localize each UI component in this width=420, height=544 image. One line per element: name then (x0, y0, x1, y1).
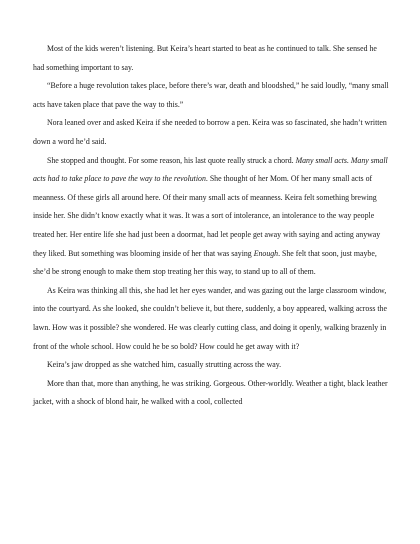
paragraph (33, 375, 389, 412)
text-run: More than that, more than anything, he was striking. Gorgeous. Other-worldly. Weather a tight, black leather jacket, with a shock of blond hair, he walked with a cool, collected (33, 378, 388, 407)
paragraph (33, 114, 389, 151)
text-run: . She felt that soon, just maybe, she’d be strong enough to make them stop treating her this way, to stand up to all of them. (33, 248, 377, 277)
text-run: As Keira was thinking all this, she had let her eyes wander, and was gazing out the large classroom window, into the courtyard. As she looked, she couldn’t believe it, but there, suddenly, a boy appeared, walking across the lawn. How was it possible? she wondered. He was clearly cutting class, and doing it openly, walking brazenly in front of the whole school. How could he be so bold? How could he get away with it? (33, 285, 387, 351)
paragraph (33, 356, 389, 375)
text-run: . She thought of her Mom. Of her many small acts of meanness. Of these girls all around here. Of their many small acts of meanness. Keira felt something brewing inside her. She didn’t know exactly what it was. It was a sort of intolerance, an intolerance to the way people treated her. Her entire life she had just been a doormat, had let people get away with saying and acting anyway they liked. But something was blooming inside of her that was saying (33, 174, 381, 258)
paragraph (33, 77, 389, 114)
text-run: Keira’s jaw dropped as she watched him, casually strutting across the way. (47, 360, 282, 370)
text-run: “Before a huge revolution takes place, before there’s war, death and bloodshed,” he said loudly, “many small acts have taken place that pave the way to this.” (33, 81, 389, 109)
italic-text: Enough (253, 248, 279, 258)
text-run: Most of the kids weren’t listening. But Keira’s heart started to beat as he continued to talk. She sensed he had something important to say. (33, 44, 377, 72)
paragraph (33, 40, 389, 77)
paragraph (33, 152, 389, 282)
body-text (33, 40, 389, 412)
text-run: Nora leaned over and asked Keira if she needed to borrow a pen. Keira was so fascinated, she hadn’t written down a word he’d said. (33, 118, 387, 146)
text-run: She stopped and thought. For some reason, his last quote really struck a chord. (47, 155, 296, 165)
italic-text: Many small acts. Many small acts had to take place to pave the way to the revolution (33, 155, 388, 184)
paragraph (33, 282, 389, 356)
